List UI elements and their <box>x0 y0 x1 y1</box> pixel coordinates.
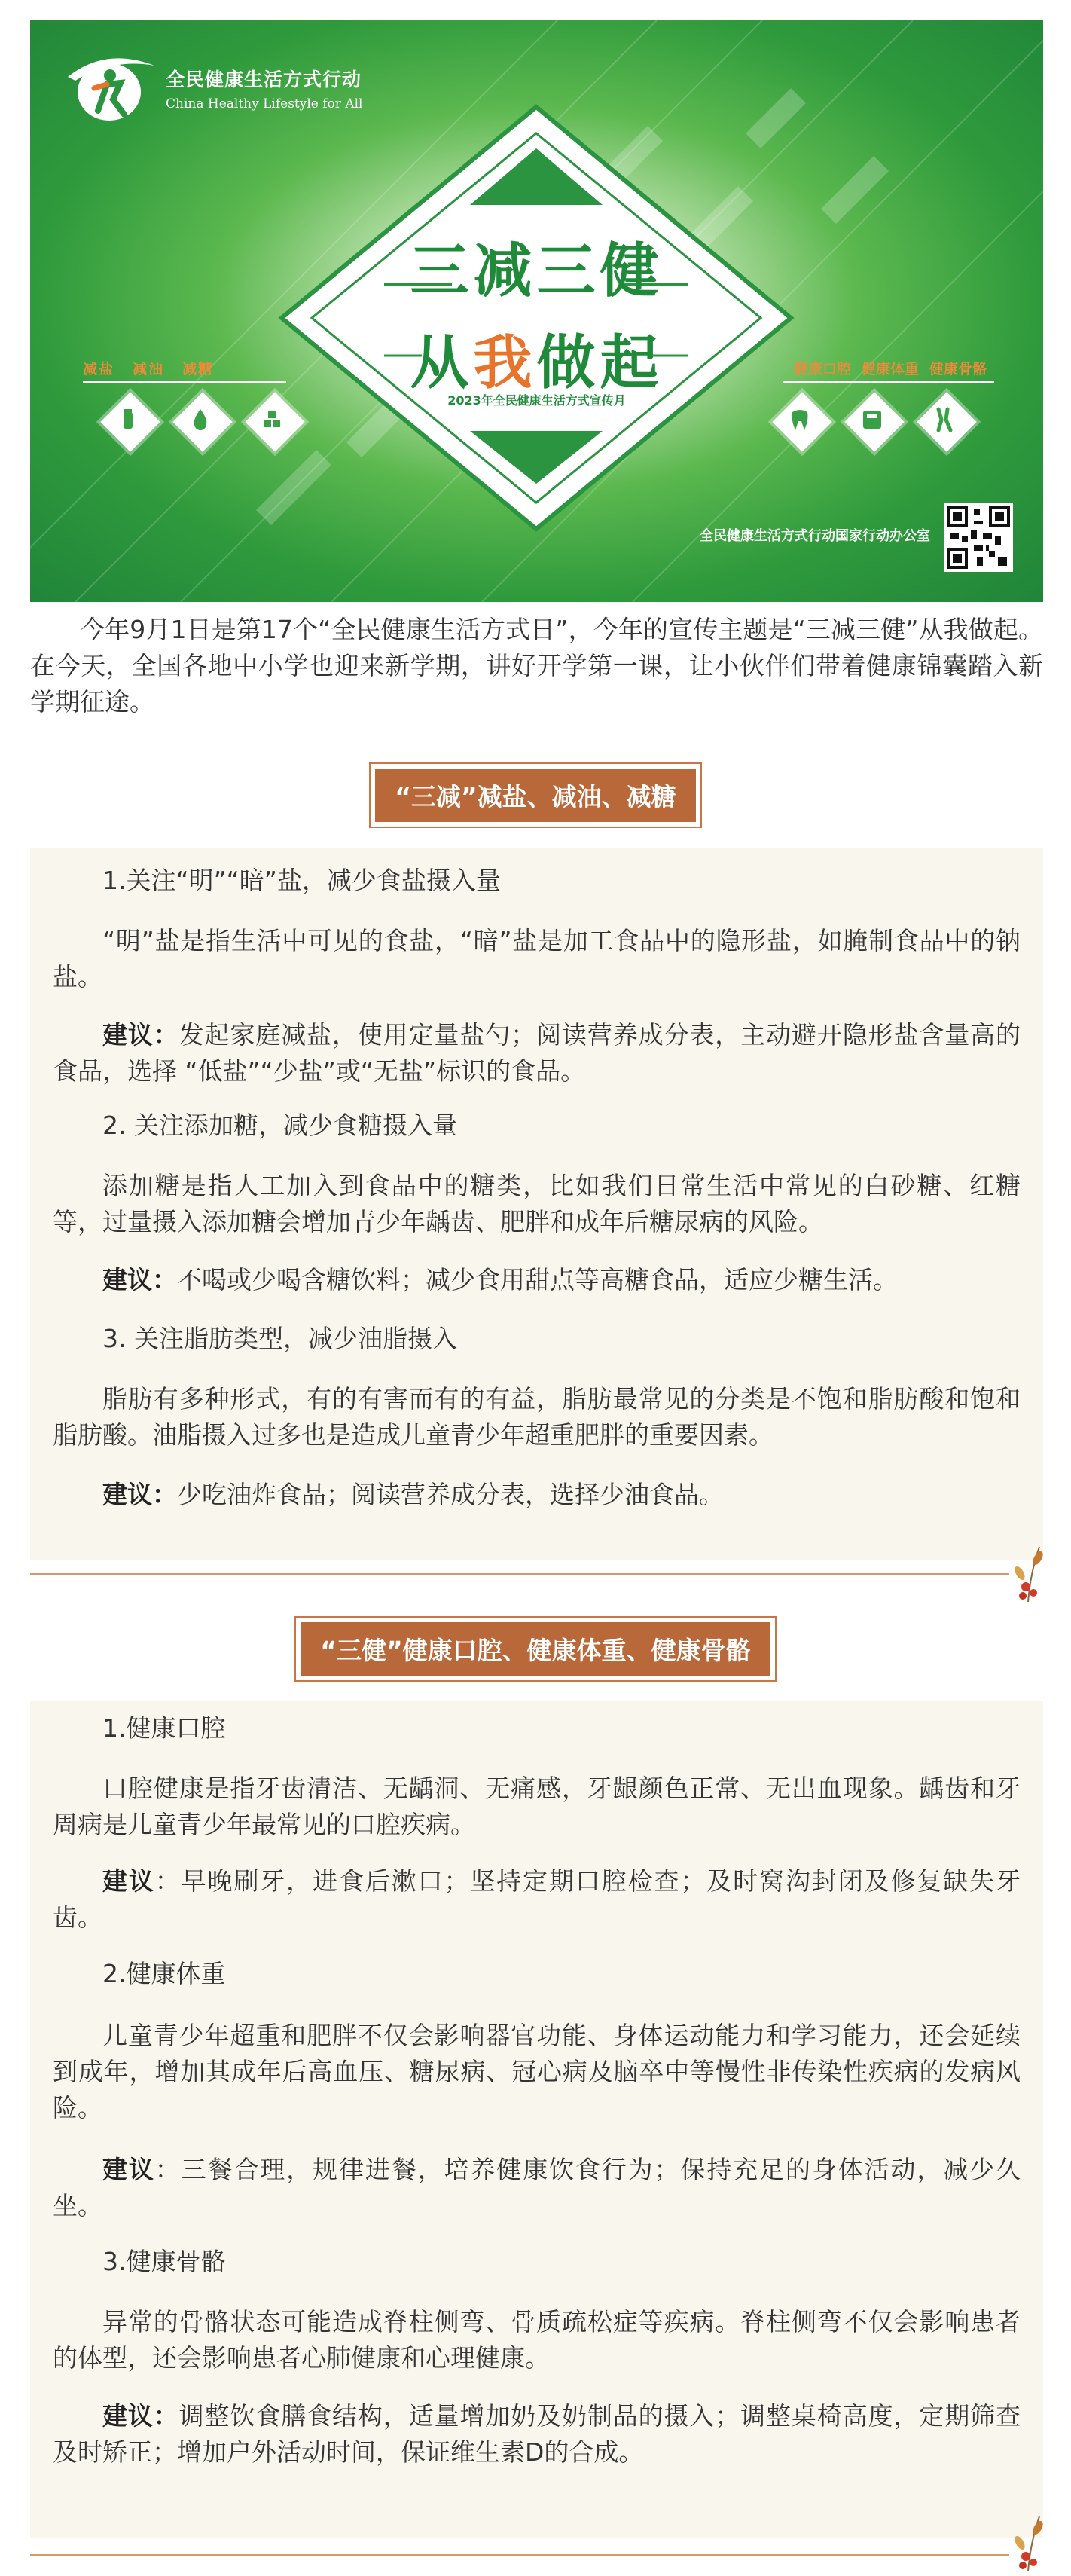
office-name: 全民健康生活方式行动国家行动办公室 <box>700 528 930 544</box>
label-reduce-oil: 减油 <box>133 361 165 377</box>
section1-card <box>30 848 1043 1560</box>
intro-paragraph <box>30 612 1043 720</box>
campaign-logo <box>60 47 362 130</box>
intro-text: 今年9月1日是第17个“全民健康生活方式日”，今年的宣传主题是“三减三健”从我做起。在今天，全国各地中小学也迎来新学期，讲好开学第一课，让小伙伴们带着健康锦囊踏入新学期征途。 <box>30 615 1043 717</box>
left-labels <box>83 358 232 378</box>
oil-drop-icon <box>174 393 227 446</box>
s1-item2-text: 添加糖是指人工加入到食品中的糖类，比如我们日常生活中常见的白砂糖、红糖等，过量摄入添加糖会增加青少年龋齿、肥胖和成年后糖尿病的风险。 <box>53 1171 1021 1236</box>
section2-heading-wrap <box>0 1616 1071 1682</box>
right-labels <box>783 358 987 378</box>
s1-item3-title: 3. 关注脂肪类型，减少油脂摄入 <box>102 1324 457 1353</box>
advice-label: 建议： <box>102 1020 179 1050</box>
section2-card <box>30 1701 1043 2538</box>
s2-item2-title: 2.健康体重 <box>102 1959 226 1988</box>
advice-label: 建议： <box>102 1265 177 1294</box>
advice-text: 调整饮食膳食结构，适量增加奶及奶制品的摄入；调整桌椅高度，定期筛查及时矫正；增加户外活动时间，保证维生素D的合成。 <box>53 2401 1021 2467</box>
banner-title-line1: 三减三健 <box>410 237 664 305</box>
s1-item3-advice <box>53 1477 1021 1513</box>
section1-heading-wrap <box>0 762 1071 828</box>
logo-title-cn: 全民健康生活方式行动 <box>166 69 362 90</box>
berry-sprig-icon <box>1009 2513 1047 2573</box>
advice-label: 建议 <box>102 1866 155 1896</box>
left-icon-row <box>102 393 319 446</box>
qr-code <box>944 503 1013 572</box>
s1-item1-advice <box>53 1017 1021 1089</box>
section2-heading-text: “三健”健康口腔、健康体重、健康骨骼 <box>301 1622 770 1676</box>
scale-icon <box>846 393 899 446</box>
s2-item2-advice <box>53 2152 1021 2224</box>
section1-heading <box>369 762 701 828</box>
advice-text: 发起家庭减盐，使用定量盐勺；阅读营养成分表，主动避开隐形盐含量高的食品，选择 “低盐”“少盐”或“无盐”标识的食品。 <box>53 1020 1021 1086</box>
s2-item3-advice <box>53 2398 1021 2471</box>
title-part-c: 做起 <box>536 329 664 397</box>
s2-item3-title: 3.健康骨骼 <box>102 2247 226 2276</box>
section2-divider <box>30 2554 1009 2556</box>
section2-heading <box>294 1616 776 1682</box>
banner-subtitle: 2023年全民健康生活方式宣传月 <box>447 393 626 408</box>
s1-item2-title: 2. 关注添加糖，减少食糖摄入量 <box>102 1111 457 1140</box>
advice-text: ：三餐合理，规律进餐，培养健康饮食行为；保持充足的身体活动，减少久坐。 <box>53 2155 1021 2220</box>
tooth-icon <box>774 393 826 446</box>
sugar-cubes-icon <box>246 393 299 446</box>
s2-item1-title: 1.健康口腔 <box>102 1713 226 1743</box>
s1-item1-text: “明”盐是指生活中可见的食盐，“暗”盐是加工食品中的隐形盐，如腌制食品中的钠盐。 <box>53 926 1021 992</box>
s2-item1-advice <box>53 1863 1021 1936</box>
label-healthy-weight: 健康体重 <box>861 361 919 377</box>
s1-item3-text: 脂肪有多种形式，有的有害而有的有益，脂肪最常见的分类是不饱和脂肪酸和饱和脂肪酸。油脂摄入过多也是造成儿童青少年超重肥胖的重要因素。 <box>53 1384 1021 1450</box>
advice-text: ：早晚刷牙，进食后漱口；坚持定期口腔检查；及时窝沟封闭及修复缺失牙齿。 <box>53 1866 1021 1932</box>
advice-text: 不喝或少喝含糖饮料；减少食用甜点等高糖食品，适应少糖生活。 <box>177 1265 898 1294</box>
s2-item3-text: 异常的骨骼状态可能造成脊柱侧弯、骨质疏松症等疾病。脊柱侧弯不仅会影响患者的体型，还会影响患者心肺健康和心理健康。 <box>53 2307 1021 2373</box>
advice-label: 建议 <box>102 2155 155 2184</box>
berry-sprig-icon <box>1009 1543 1047 1603</box>
s1-item1-title: 1.关注“明”“暗”盐，减少食盐摄入量 <box>102 866 501 895</box>
s2-item1-text: 口腔健康是指牙齿清洁、无龋洞、无痛感，牙龈颜色正常、无出血现象。龋齿和牙周病是儿童青少年最常见的口腔疾病。 <box>53 1774 1021 1839</box>
label-reduce-salt: 减盐 <box>83 361 115 377</box>
label-bone-health: 健康骨骼 <box>929 361 987 377</box>
banner-image <box>30 20 1043 602</box>
salt-shaker-icon <box>102 393 154 446</box>
s2-item2-text: 儿童青少年超重和肥胖不仅会影响器官功能、身体运动能力和学习能力，还会延续到成年，增加其成年后高血压、糖尿病、冠心病及脑卒中等慢性非传染性疾病的发病风险。 <box>53 2021 1021 2122</box>
advice-label: 建议： <box>102 2401 179 2431</box>
advice-text: 少吃油炸食品；阅读营养成分表，选择少油食品。 <box>177 1480 724 1509</box>
title-part-highlight: 我 <box>473 329 537 397</box>
advice-label: 建议： <box>102 1480 177 1509</box>
logo-icon <box>60 47 158 130</box>
label-oral-health: 健康口腔 <box>793 361 851 377</box>
label-reduce-sugar: 减糖 <box>182 361 215 377</box>
qr-code-icon <box>947 506 1010 569</box>
s1-item2-advice <box>53 1262 1021 1298</box>
title-part-a: 从 <box>410 329 474 397</box>
bone-joint-icon <box>918 393 971 446</box>
section1-heading-text: “三减”减盐、减油、减糖 <box>375 769 695 822</box>
right-icon-row <box>774 393 990 446</box>
logo-title-en: China Healthy Lifestyle for All <box>166 96 363 112</box>
section1-divider <box>30 1573 1009 1575</box>
